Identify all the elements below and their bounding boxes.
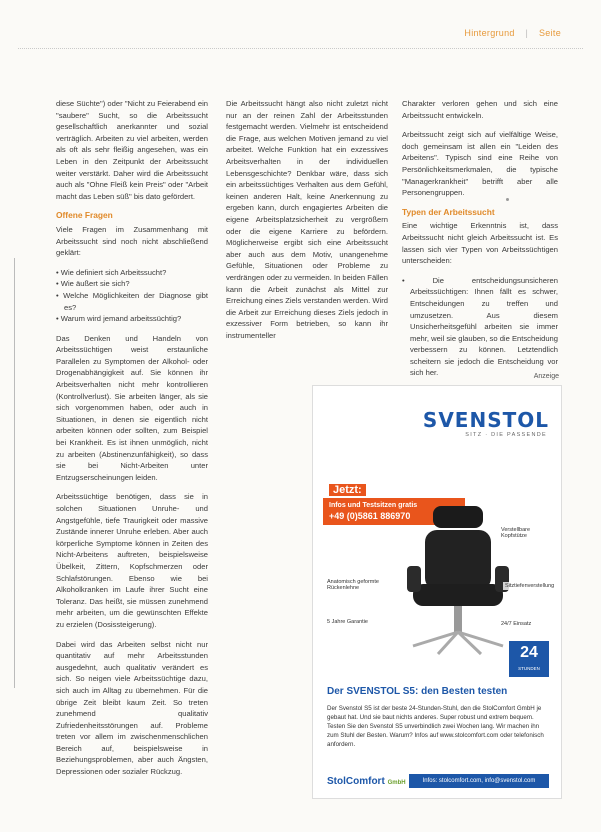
paragraph: Arbeitssucht zeigt sich auf vielfältige Weise, doch gemeinsam ist allen ein "Leiden des Arbeitens". Typisch sind eine Reihe von Persönlichkeitsmerkmalen, die typische "Managerkrankheit" betrifft aber alle Personengruppen. — [402, 130, 558, 198]
svenstol-logo: SVENSTOL — [422, 408, 549, 432]
office-chair-image — [403, 506, 513, 656]
paragraph: Charakter verloren gehen und sich eine Arbeitssucht entwickeln. — [402, 99, 558, 120]
list-item: • Wie äußert sie sich? — [56, 278, 208, 290]
section-heading: Typen der Arbeitssucht — [402, 206, 495, 217]
brand-name: StolComfort — [327, 776, 385, 787]
promo-phone: +49 (0)5861 886970 — [329, 511, 411, 521]
question-list — [56, 267, 208, 325]
list-item: • Die entscheidungsunsicheren Arbeitssüchtigen: Ihnen fällt es schwer, Entscheidungen zu treffen und umzusetzen. Aus diesem Unsicherheitsgefühl arbeiten sie immer mehr, weil sie glauben, so die Entscheidung verbessern zu können. Letztendlich scheitern sie jedoch die Entscheidung vor sich her. — [402, 275, 558, 379]
feature-label: Verstellbare Kopfstütze — [499, 526, 553, 540]
contact-link-bar[interactable]: Infos: stolcomfort.com, info@svenstol.com — [409, 774, 549, 788]
stolcomfort-logo — [327, 776, 406, 787]
logo-tagline: SITZ · DIE PASSENDE — [465, 432, 547, 438]
list-item: • Warum wird jemand arbeitssüchtig? — [56, 313, 208, 325]
page-header — [464, 28, 561, 38]
feature-label: Anatomisch geformte Rückenlehne — [325, 578, 391, 592]
paragraph: Das Denken und Handeln von Arbeitssüchtigen weist erstaunliche Parallelen zu Symptomen der Alkohol- oder Drogenabhängigkeit auf. Sie können ihr Arbeitsverhalten nicht mehr kontrollieren (Kontrollverlust). Sie arbeiten länger, als sie sich vorgenommen haben, oder auch in Situationen, in denen sie eigentlich nicht arbeiten können oder sollten, zum Beispiel bei Krankheit. Es ist ihnen unmöglich, nicht zu arbeiten (Abstinenzunfähigkeit), so dass sie bei Nicht-Arbeiten unter Entzugserscheinungen leiden. — [56, 333, 208, 482]
text-column-3 — [402, 98, 558, 387]
brand-tag: GmbH — [387, 780, 406, 786]
text-column-1 — [56, 98, 208, 786]
badge-number: 24 — [520, 644, 538, 661]
paragraph: Viele Fragen im Zusammenhang mit Arbeitssucht sind noch nicht abschließend geklärt: — [56, 224, 208, 258]
paragraph: Arbeitssüchtige benötigen, dass sie in solchen Situationen Unruhe- und Angstgefühle, tiefe Traurigkeit oder massive Zustände innerer Unruhe erleben. Aber auch körperliche Symptome können in Zeiten des Nicht-Arbeitens auftreten, beispielsweise Übelkeit, Zittern, Kopfschmerzen oder Schlafstörungen. Ebenso wie bei Alkoholkranken im Laufe ihrer Sucht eine Toleranz. Das heißt, sie müssen zunehmend mehr arbeiten, um die gewünschten Effekte zu erzielen (Dosissteigerung). — [56, 492, 208, 629]
section-heading: Offene Fragen — [56, 210, 113, 221]
header-divider — [18, 48, 583, 49]
promo-text: Infos und Testsitzen gratis — [329, 502, 418, 509]
paragraph: diese Süchte") oder "Nicht zu Feierabend ein "saubere" Sucht, so die Arbeitssucht gesellschaftlich anerkannter und sozial verträglich. Arbeiten zu viel arbeiten, werden als oft als sehr fleißig angesehen, was ein Leben in den Zeitpunkt der Arbeitssucht weiter verstärkt. Daher wird die Arbeitssucht auch als "Ohne Fleiß kein Preis" oder "Arbeit macht das Leben süß" bis dato gefördert. — [56, 99, 208, 201]
list-item: • Wie definiert sich Arbeitssucht? — [56, 267, 208, 279]
ad-body: Der Svenstol S5 ist der beste 24-Stunden-Stuhl, den die StolComfort GmbH je gebaut hat. Und sie baut nichts anderes. Super robust und extrem bequem. Testen Sie den Svenstol S5 unverbindlich zwei Wochen lang. Wir machen ihn zum Stuhl der Besten. Warum? Infos auf www.stolcomfort.com oder telefonisch anfordern. — [327, 705, 544, 748]
text-column-2 — [226, 98, 388, 349]
paragraph: Dabei wird das Arbeiten selbst nicht nur quantitativ auf mehr Arbeitsstunden ausgedehnt, auch qualitativ verändert es sich. So neigen viele Arbeitssüchtige dazu, sich auch im Alltag zu übernehmen. Für die übrige Zeit bleibt kaum Zeit. So treten zunehmend qualitativ Zufriedenheitsstörungen auf. Probleme treten vor allem im zwischenmenschlichen Bereich auf, beispielsweise in Beziehungsproblemen, aber auch Ängsten, Depressionen oder sozialer Rückzug. — [56, 639, 208, 777]
promo-jetzt: Jetzt: — [329, 484, 366, 496]
ad-label: Anzeige — [533, 373, 559, 380]
type-list — [402, 275, 558, 379]
ad-headline: Der SVENSTOL S5: den Besten testen — [327, 686, 508, 697]
badge-sub: STUNDEN — [518, 666, 540, 671]
24h-badge — [509, 641, 549, 677]
section-label: Hintergrund — [464, 28, 515, 38]
bullet-dot — [506, 198, 509, 201]
feature-label: 5 Jahre Garantie — [327, 619, 368, 625]
feature-label: Sitztiefenverstellung — [505, 583, 555, 589]
paragraph: Die Arbeitssucht hängt also nicht zuletzt nicht nur an der reinen Zahl der Arbeitsstunden festgemacht werden. Vielmehr ist entscheidend die Frage, aus welchen Motiven jemand zu viel arbeitet. Welche Funktion hat ein exzessives Arbeitsverhalten in der individuellen Lebensgeschichte? Denkbar wäre, dass sich ein arbeitssüchtiges Verhalten aus dem Gefühl, keinen anderen Halt, keine Anerkennung zu ergeben kann, durch engagiertes Arbeiten die eigene Arbeitsplatzsicherheit zu vergrößern oder die eigene Karriere zu befördern. Möglicherweise ergibt sich eine Arbeitssucht aber auch aus dem Motiv, unangenehme Gefühle, Situationen oder Probleme zu verdrängen oder zu vermeiden. In beiden Fällen kann die Arbeit zunächst als Mittel zur Erreichung eines Ziels verstanden werden. Wird die Arbeit zur Erreichung dieses Ziels jedoch in exzessiver Form betrieben, so kann ihr instrumenteller — [226, 99, 388, 340]
page-label: Seite — [538, 28, 561, 38]
feature-label: 24/7 Einsatz — [501, 621, 532, 627]
left-margin-line — [14, 258, 15, 688]
header-separator: | — [525, 28, 529, 38]
list-item: • Welche Möglichkeiten der Diagnose gibt es? — [56, 290, 208, 313]
advertisement[interactable] — [312, 385, 562, 799]
paragraph: Eine wichtige Erkenntnis ist, dass Arbeitssucht nicht gleich Arbeitssucht ist. Es lassen sich vier Typen von Arbeitssüchtigen unterscheiden: — [402, 221, 558, 266]
